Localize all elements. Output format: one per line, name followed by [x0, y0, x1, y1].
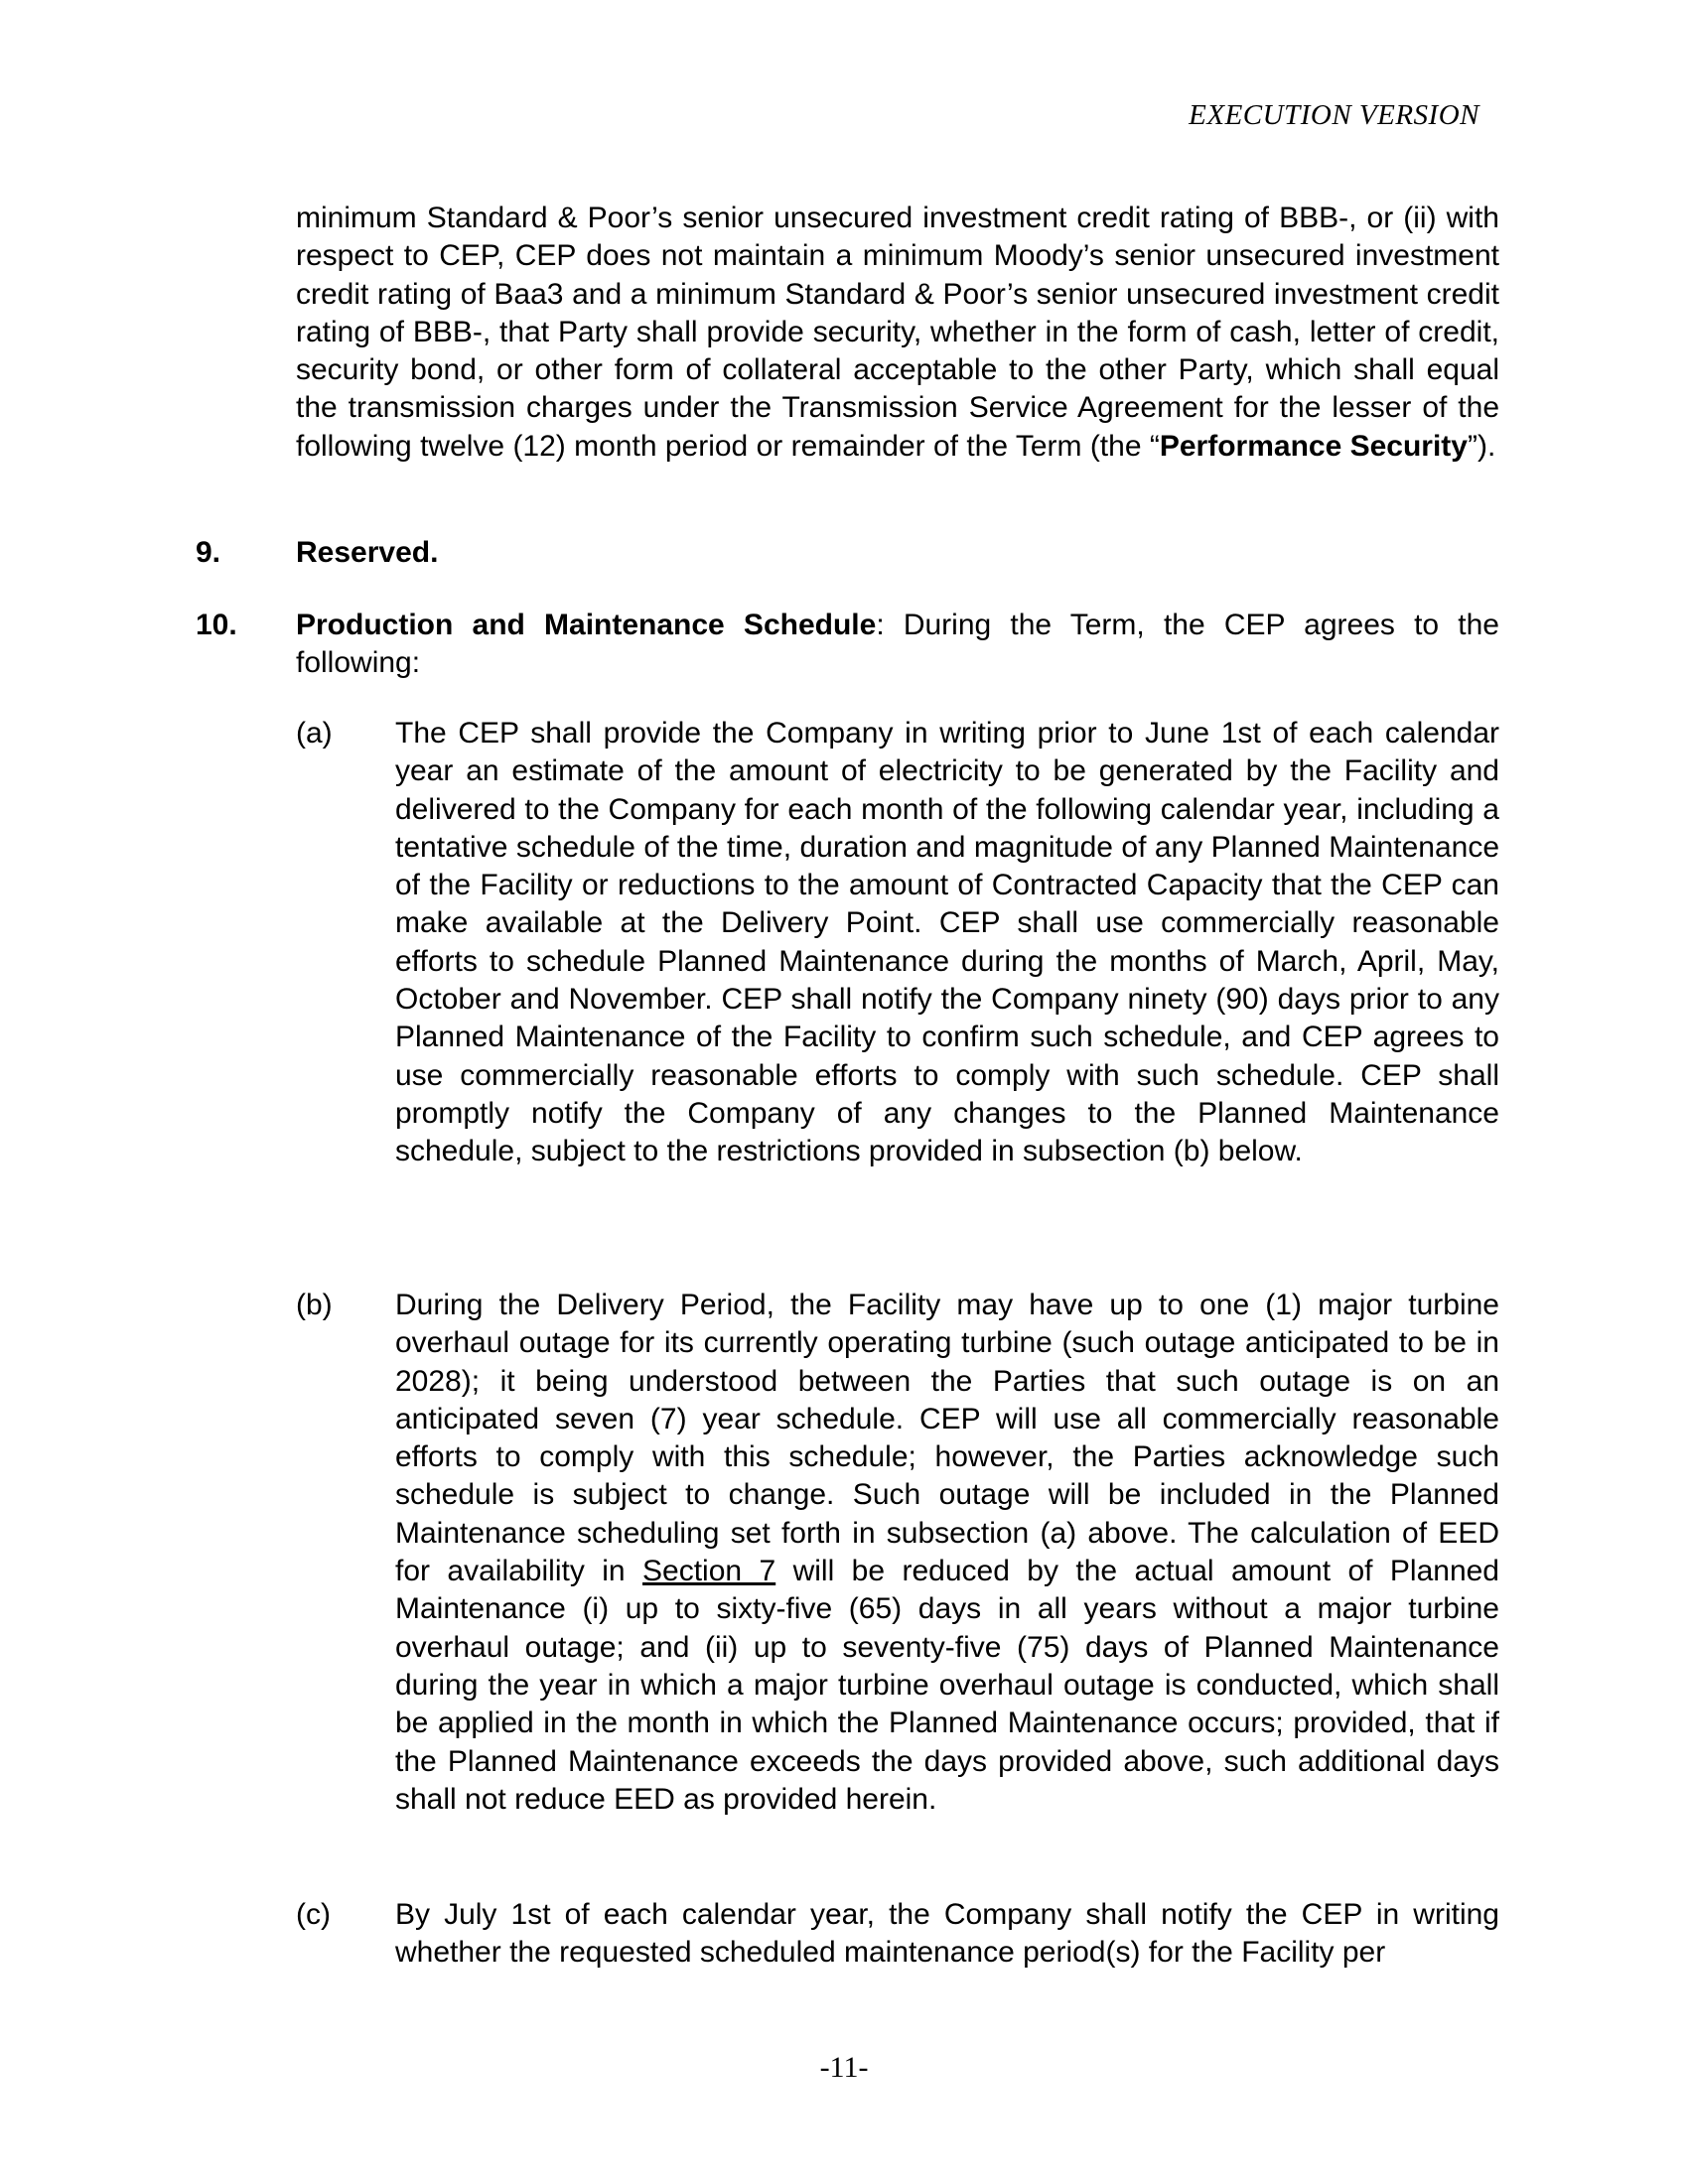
security-text-end: ”). [1467, 429, 1496, 463]
subsection-a-text: The CEP shall provide the Company in writing prior to June 1st of each calendar year an estimate of the amount of electricity to be generated by the Facility and delivered to the Company for each month of the following calendar year, including a tentative schedule of the time, duration and magnitude of any Planned Maintenance of the Facility or reductions to the amount of Contracted Capacity that the CEP can make available at the Delivery Point. CEP shall use commercially reasonable efforts to schedule Planned Maintenance during the months of March, April, May, October and November. CEP shall notify the Company ninety (90) days prior to any Planned Maintenance of the Facility to confirm such schedule, and CEP agrees to use commercially reasonable efforts to comply with such schedule. CEP shall promptly notify the Company of any changes to the Planned Maintenance schedule, subject to the restrictions provided in subsection (b) below. [395, 717, 1499, 1168]
subsection-b-label: (b) [296, 1289, 333, 1321]
section-9-number: 9. [196, 536, 221, 569]
execution-version-header: EXECUTION VERSION [1189, 99, 1479, 131]
section-10-heading-paragraph [296, 607, 1499, 683]
section-10-number: 10. [196, 609, 237, 641]
security-text-start: minimum Standard & Poor’s senior unsecured investment credit rating of BBB-, or (ii) with respect to CEP, CEP does not maintain a minimum Moody’s senior unsecured investment credit rating of Baa3 and a minimum Standard & Poor’s senior unsecured investment credit rating of BBB-, that Party shall provide security, whether in the form of cash, letter of credit, security bond, or other form of collateral acceptable to the other Party, which shall equal the transmission charges under the Transmission Service Agreement for the lesser of the following twelve (12) month period or remainder of the Term (the “ [296, 202, 1499, 463]
subsection-b-text [395, 1287, 1499, 1819]
subsection-c-text: By July 1st of each calendar year, the Company shall notify the CEP in writing whether the requested scheduled maintenance period(s) for the Facility per [395, 1898, 1499, 1970]
subsection-c-label: (c) [296, 1898, 331, 1931]
subsection-a-label: (a) [296, 717, 333, 750]
section-10-title: Production and Maintenance Schedule [296, 609, 877, 641]
section-7-link[interactable]: Section 7 [642, 1555, 776, 1588]
subsection-b-text-end: will be reduced by the actual amount of Planned Maintenance (i) up to sixty-five (65) days in all years without a major turbine overhaul outage; and (ii) up to seventy-five (75) days of Planned Maintenance during the year in which a major turbine overhaul outage is conducted, which shall be applied in the month in which the Planned Maintenance occurs; provided, that if the Planned Maintenance exceeds the days provided above, such additional days shall not reduce EED as provided herein. [395, 1555, 1499, 1816]
subsection-b-text-start: During the Delivery Period, the Facility may have up to one (1) major turbine overhaul outage for its currently operating turbine (such outage anticipated to be in 2028); it being understood between the Parties that such outage is on an anticipated seven (7) year schedule. CEP will use all commercially reasonable efforts to comply with this schedule; however, the Parties acknowledge such schedule is subject to change. Such outage will be included in the Planned Maintenance scheduling set forth in subsection (a) above. The calculation of EED for availability in [395, 1289, 1499, 1588]
page-number: -11- [819, 2051, 869, 2084]
section-9-title: Reserved. [296, 536, 439, 569]
performance-security-term: Performance Security [1159, 429, 1468, 463]
security-paragraph [296, 200, 1499, 466]
section-10-intro: : During the Term, the CEP agrees to the following: [296, 609, 1499, 680]
